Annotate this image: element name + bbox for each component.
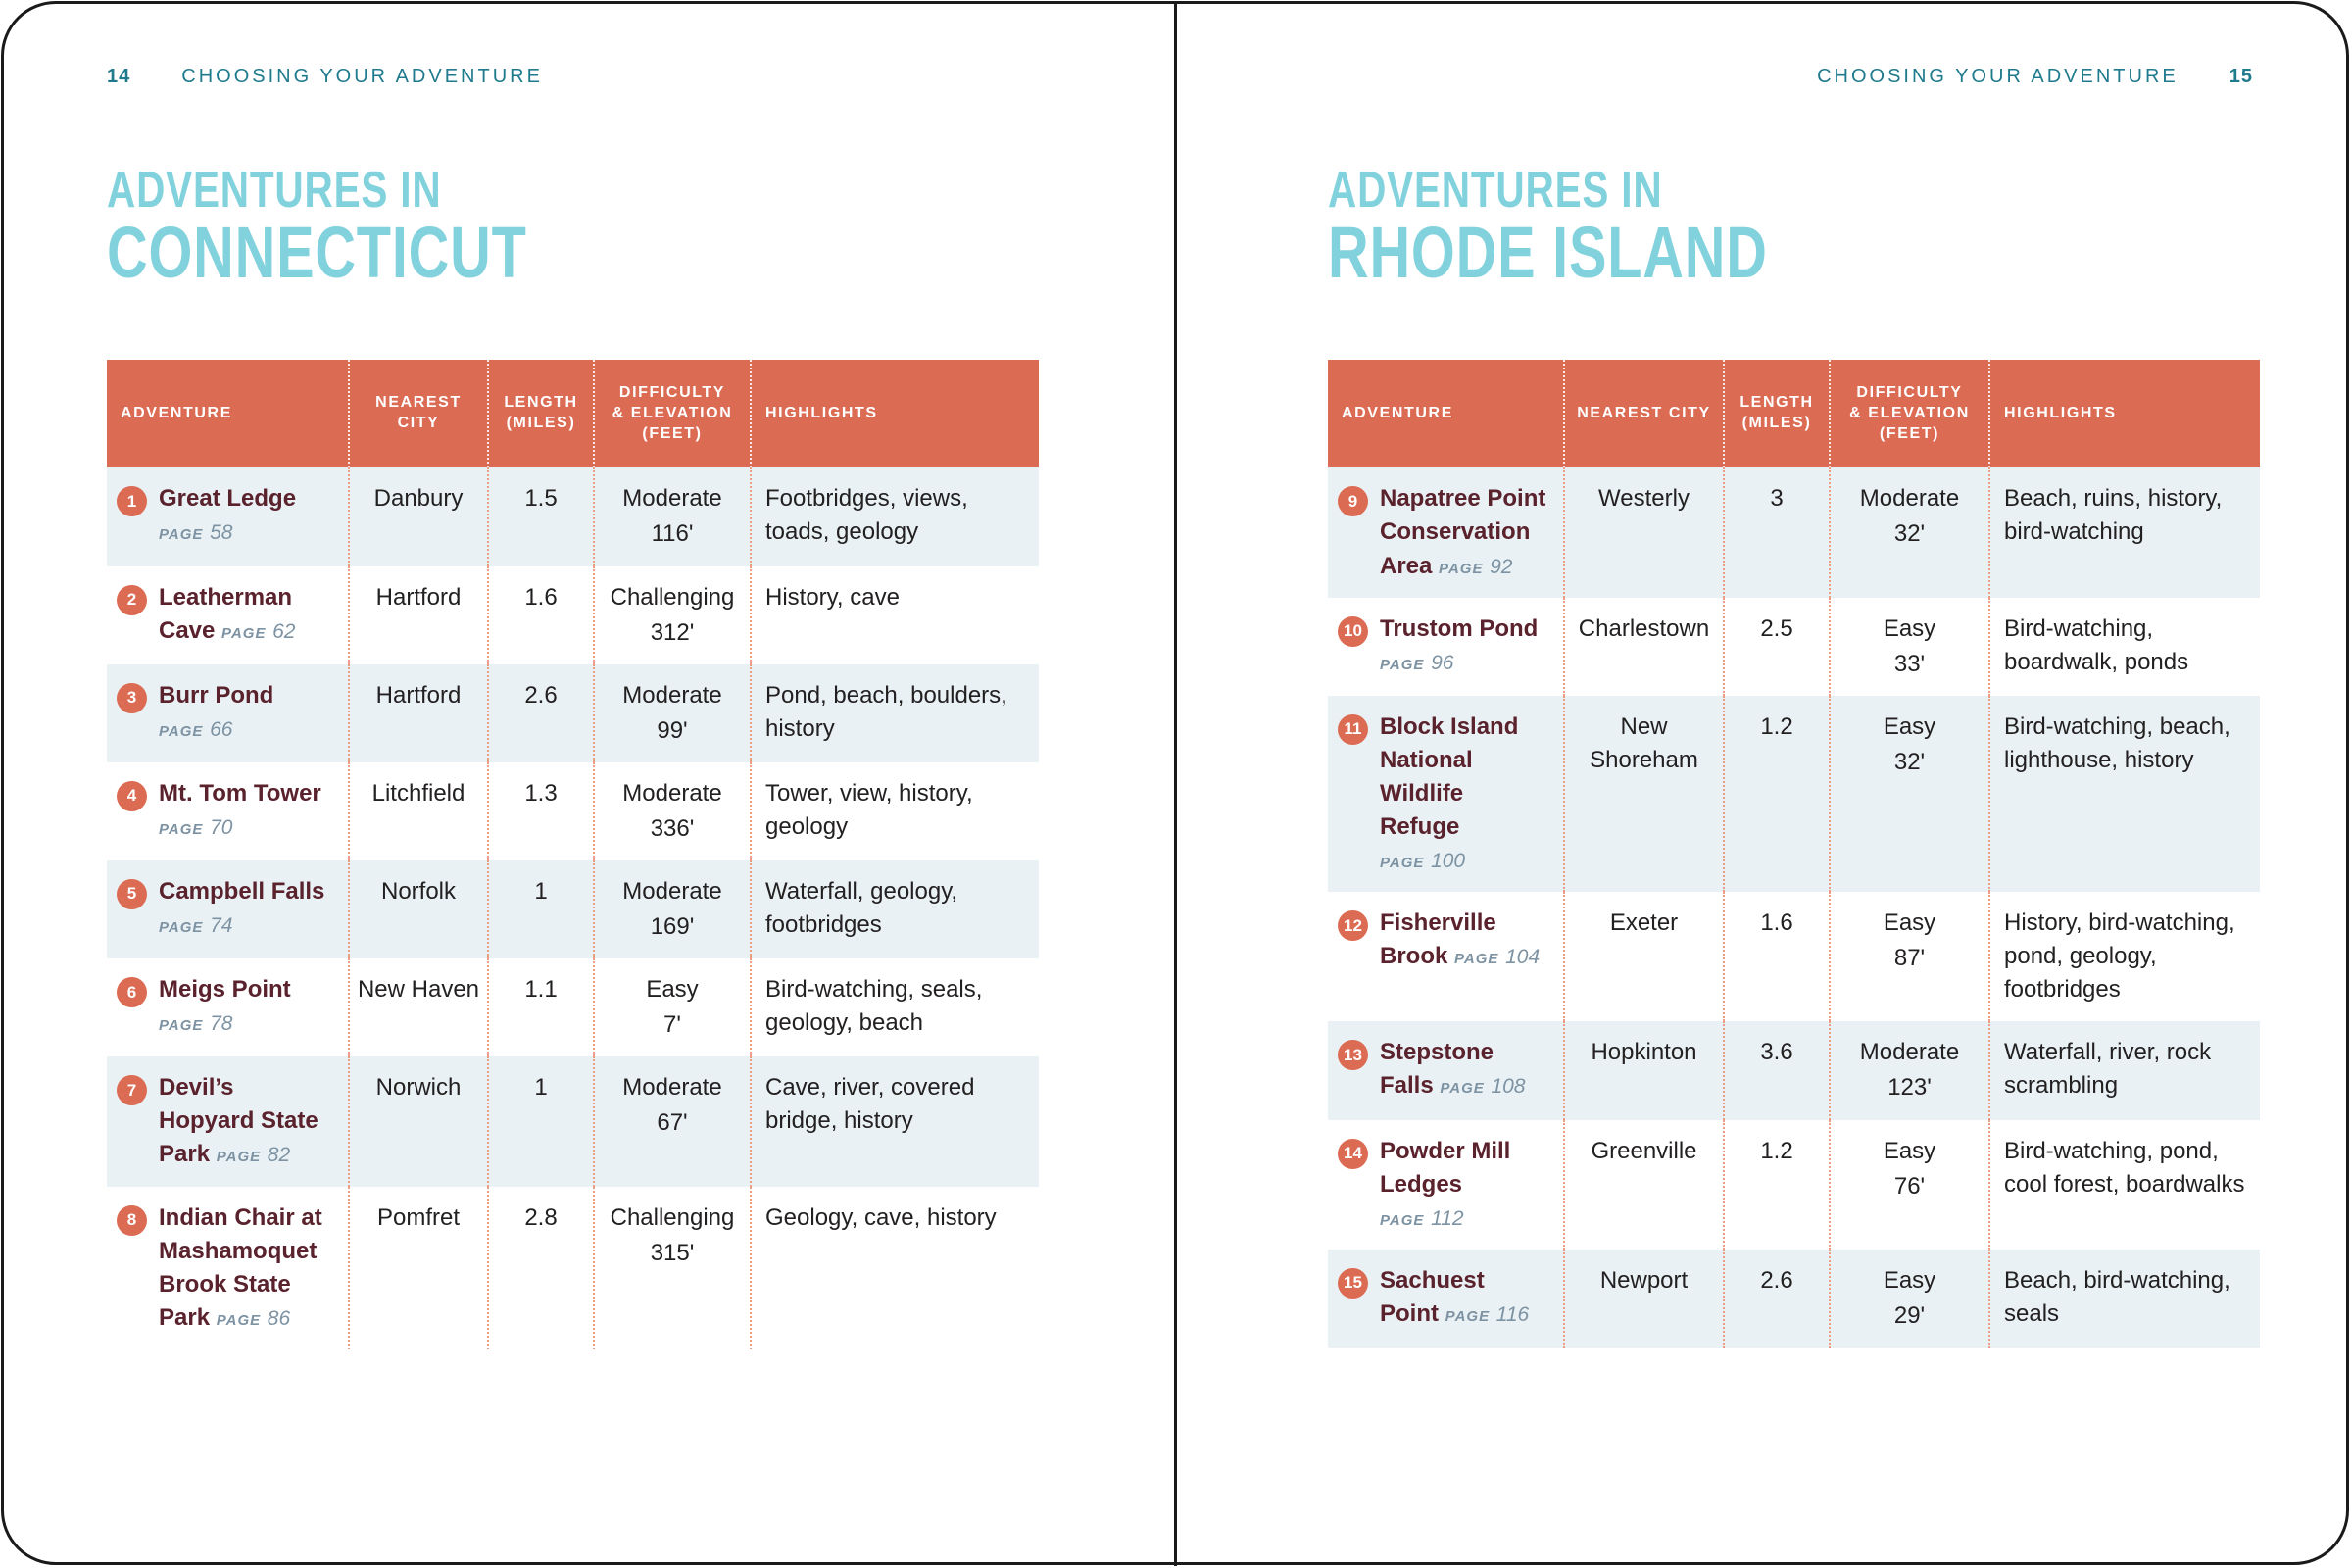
row-number-badge: 12: [1338, 910, 1368, 941]
table-row: [1328, 1250, 2260, 1348]
highlights-cell: Waterfall, river, rock scrambling: [1989, 1021, 2260, 1119]
difficulty-cell: [594, 664, 751, 762]
elevation-feet: 116': [651, 520, 694, 548]
page-gutter-divider: [1174, 2, 1177, 1566]
adventure-name: Campbell Falls: [159, 878, 325, 906]
adventure-name: Powder Mill Ledges: [1380, 1137, 1511, 1198]
page-ref: [159, 518, 232, 545]
adventure-cell: [107, 1056, 349, 1186]
difficulty-cell: [1830, 892, 1989, 1021]
table-row: [1328, 1120, 2260, 1250]
table-row: [107, 1187, 1039, 1349]
adventure-name: Fisherville Brook: [1380, 909, 1496, 970]
length-miles-cell: 1: [488, 1056, 594, 1186]
highlights-cell: Waterfall, geology, footbridges: [751, 860, 1039, 958]
adventure-name: Meigs Point: [159, 976, 291, 1004]
table-row: [1328, 467, 2260, 597]
adventure-name: Devil’s Hopyard State Park: [159, 1074, 318, 1168]
page-ref-label: PAGE: [1439, 560, 1484, 577]
row-number-badge: 7: [117, 1075, 147, 1105]
elevation-feet: 336': [650, 814, 695, 842]
nearest-city-cell: Norfolk: [349, 860, 488, 958]
difficulty-cell: [1830, 467, 1989, 597]
difficulty-level: Moderate: [622, 1074, 722, 1102]
nearest-city-cell: Exeter: [1564, 892, 1724, 1021]
page-ref-label: PAGE: [159, 722, 204, 740]
page-ref-label: PAGE: [1380, 1211, 1425, 1229]
page-ref: [159, 911, 232, 938]
elevation-feet: 32': [1893, 748, 1926, 775]
column-header-highlights: HIGHLIGHTS: [1989, 360, 2260, 467]
difficulty-level: Easy: [646, 976, 699, 1004]
page-ref: [217, 1141, 290, 1167]
difficulty-cell: [594, 566, 751, 664]
page-ref-label: PAGE: [159, 1017, 204, 1035]
nearest-city-cell: Hartford: [349, 664, 488, 762]
length-miles-cell: 1.1: [488, 958, 594, 1056]
difficulty-level: Easy: [1883, 1137, 1936, 1164]
difficulty-cell: [594, 1187, 751, 1349]
difficulty-cell: [1830, 1250, 1989, 1348]
page-ref-label: PAGE: [1445, 1307, 1491, 1325]
nearest-city-cell: Norwich: [349, 1056, 488, 1186]
elevation-feet: 312': [650, 618, 695, 646]
page-ref: [159, 813, 232, 840]
page-ref-number: 70: [210, 815, 233, 839]
row-number-badge: 14: [1338, 1139, 1368, 1169]
elevation-feet: 99': [657, 716, 688, 744]
highlights-cell: Bird-watching, seals, geology, beach: [751, 958, 1039, 1056]
difficulty-level: Moderate: [622, 485, 722, 513]
page-ref-label: PAGE: [221, 624, 267, 642]
adventure-cell: [1328, 696, 1564, 892]
highlights-cell: Footbridges, views, toads, geology: [751, 467, 1039, 565]
elevation-feet: 87': [1893, 945, 1926, 972]
nearest-city-cell: Newport: [1564, 1250, 1724, 1348]
page-ref-number: 100: [1431, 850, 1466, 873]
row-number-badge: 2: [117, 585, 147, 615]
page-ref-label: PAGE: [159, 919, 204, 937]
page-ref-label: PAGE: [1380, 656, 1425, 673]
page-ref-label: PAGE: [159, 820, 204, 838]
page-ref-number: 108: [1491, 1075, 1526, 1099]
adventure-cell: [107, 860, 349, 958]
adventures-table-connecticut: [107, 360, 1039, 1349]
page-ref-number: 86: [267, 1306, 291, 1330]
nearest-city-cell: Litchfield: [349, 762, 488, 860]
adventure-name: Indian Chair at Mashamoquet Brook State Park: [159, 1203, 322, 1331]
difficulty-cell: [594, 958, 751, 1056]
title-line-2: CONNECTICUT: [107, 212, 527, 294]
table-row: [1328, 598, 2260, 696]
adventure-cell: [1328, 1250, 1564, 1348]
title-line-1: ADVENTURES IN: [1328, 162, 1663, 219]
column-header-difficulty-elevation: DIFFICULTY & ELEVATION (FEET): [1830, 360, 1989, 467]
table-row: [107, 467, 1039, 565]
page-ref-label: PAGE: [216, 1311, 262, 1329]
table-row: [107, 958, 1039, 1056]
page-ref: [217, 1304, 290, 1331]
nearest-city-cell: Westerly: [1564, 467, 1724, 597]
difficulty-cell: [1830, 1120, 1989, 1250]
highlights-cell: Beach, ruins, history, bird-watching: [1989, 467, 2260, 597]
page-ref: [1380, 649, 1453, 675]
difficulty-level: Easy: [1883, 909, 1936, 937]
difficulty-level: Easy: [1883, 712, 1936, 740]
adventure-cell: [1328, 598, 1564, 696]
difficulty-level: Moderate: [622, 878, 722, 906]
table-row: [107, 860, 1039, 958]
page-ref: [221, 617, 295, 644]
highlights-cell: Bird-watching, boardwalk, ponds: [1989, 598, 2260, 696]
length-miles-cell: 1.3: [488, 762, 594, 860]
page-ref-label: PAGE: [159, 526, 204, 544]
elevation-feet: 76': [1893, 1172, 1926, 1200]
adventure-cell: [107, 958, 349, 1056]
adventure-cell: [1328, 1120, 1564, 1250]
highlights-cell: History, bird-watching, pond, geology, footbridges: [1989, 892, 2260, 1021]
length-miles-cell: 2.6: [1724, 1250, 1830, 1348]
page-title: [1328, 162, 1891, 294]
difficulty-level: Moderate: [622, 681, 722, 709]
column-header-nearest-city: NEAREST CITY: [349, 360, 488, 467]
table-header-row: [1328, 360, 2260, 467]
highlights-cell: Geology, cave, history: [751, 1187, 1039, 1349]
page-ref-number: 92: [1490, 555, 1513, 578]
running-head: [107, 67, 543, 86]
length-miles-cell: 2.6: [488, 664, 594, 762]
length-miles-cell: 2.8: [488, 1187, 594, 1349]
adventure-cell: [107, 664, 349, 762]
difficulty-level: Challenging: [610, 583, 735, 611]
page-ref-number: 104: [1505, 946, 1541, 969]
page-number: 14: [107, 66, 131, 87]
page-ref: [1439, 553, 1512, 579]
adventure-name: Leatherman Cave: [159, 583, 293, 644]
highlights-cell: Bird-watching, beach, lighthouse, history: [1989, 696, 2260, 892]
elevation-feet: 123': [1887, 1074, 1932, 1102]
difficulty-cell: [594, 762, 751, 860]
highlights-cell: Bird-watching, pond, cool forest, boardwalks: [1989, 1120, 2260, 1250]
nearest-city-cell: New Haven: [349, 958, 488, 1056]
row-number-badge: 13: [1338, 1040, 1368, 1070]
difficulty-cell: [1830, 1021, 1989, 1119]
title-line-2: RHODE ISLAND: [1328, 212, 1768, 294]
column-header-adventure: ADVENTURE: [1328, 360, 1564, 467]
length-miles-cell: 3: [1724, 467, 1830, 597]
column-header-length-miles: LENGTH (MILES): [488, 360, 594, 467]
column-header-adventure: ADVENTURE: [107, 360, 349, 467]
elevation-feet: 29': [1893, 1301, 1926, 1329]
adventure-name: Trustom Pond: [1380, 614, 1539, 642]
elevation-feet: 33': [1893, 650, 1926, 677]
highlights-cell: Beach, bird-watching, seals: [1989, 1250, 2260, 1348]
nearest-city-cell: Hopkinton: [1564, 1021, 1724, 1119]
nearest-city-cell: Charlestown: [1564, 598, 1724, 696]
highlights-cell: History, cave: [751, 566, 1039, 664]
length-miles-cell: 1.2: [1724, 1120, 1830, 1250]
elevation-feet: 67': [657, 1109, 688, 1137]
running-head-text: CHOOSING YOUR ADVENTURE: [181, 66, 543, 87]
adventure-name: Block Island National Wildlife Refuge: [1380, 712, 1519, 841]
page-ref-number: 112: [1431, 1206, 1464, 1230]
page-ref-label: PAGE: [1440, 1080, 1485, 1098]
table-row: [1328, 892, 2260, 1021]
table-row: [1328, 1021, 2260, 1119]
running-head: [1817, 67, 2253, 86]
difficulty-level: Easy: [1883, 1266, 1936, 1294]
highlights-cell: Tower, view, history, geology: [751, 762, 1039, 860]
page-ref-number: 78: [210, 1012, 233, 1036]
page-ref-number: 58: [210, 521, 233, 545]
row-number-badge: 1: [117, 486, 147, 516]
running-head-text: CHOOSING YOUR ADVENTURE: [1817, 66, 2179, 87]
highlights-cell: Pond, beach, boulders, history: [751, 664, 1039, 762]
page-ref-number: 66: [210, 717, 233, 741]
table-row: [1328, 696, 2260, 892]
row-number-badge: 11: [1338, 714, 1368, 745]
adventure-cell: [107, 762, 349, 860]
page-ref-label: PAGE: [1380, 855, 1425, 872]
page-ref: [159, 1009, 232, 1036]
difficulty-cell: [1830, 696, 1989, 892]
column-header-nearest-city: NEAREST CITY: [1564, 360, 1724, 467]
nearest-city-cell: Pomfret: [349, 1187, 488, 1349]
page-ref: [1440, 1072, 1525, 1099]
row-number-badge: 10: [1338, 616, 1368, 647]
nearest-city-cell: Greenville: [1564, 1120, 1724, 1250]
page-ref: [1380, 1204, 1464, 1231]
adventure-cell: [107, 1187, 349, 1349]
page-ref-number: 82: [267, 1144, 291, 1167]
nearest-city-cell: New Shoreham: [1564, 696, 1724, 892]
adventure-cell: [1328, 1021, 1564, 1119]
adventure-name: Great Ledge: [159, 485, 297, 513]
nearest-city-cell: Hartford: [349, 566, 488, 664]
page-ref-number: 74: [210, 914, 233, 938]
adventure-name: Stepstone Falls: [1380, 1039, 1494, 1100]
length-miles-cell: 1.2: [1724, 696, 1830, 892]
adventures-table-rhode-island: [1328, 360, 2260, 1348]
length-miles-cell: 1.6: [488, 566, 594, 664]
difficulty-cell: [594, 860, 751, 958]
adventure-cell: [107, 566, 349, 664]
row-number-badge: 5: [117, 879, 147, 909]
table-row: [107, 762, 1039, 860]
column-header-highlights: HIGHLIGHTS: [751, 360, 1039, 467]
length-miles-cell: 1.5: [488, 467, 594, 565]
difficulty-cell: [594, 467, 751, 565]
nearest-city-cell: Danbury: [349, 467, 488, 565]
page-ref-number: 116: [1495, 1302, 1530, 1326]
table-row: [107, 664, 1039, 762]
adventure-name: Burr Pond: [159, 681, 274, 709]
row-number-badge: 4: [117, 781, 147, 811]
elevation-feet: 315': [650, 1239, 695, 1266]
adventure-cell: [1328, 892, 1564, 1021]
page-ref-label: PAGE: [1454, 951, 1499, 968]
elevation-feet: 169': [650, 913, 695, 941]
length-miles-cell: 2.5: [1724, 598, 1830, 696]
title-line-1: ADVENTURES IN: [107, 162, 442, 219]
page-ref: [1454, 943, 1540, 969]
row-number-badge: 6: [117, 977, 147, 1007]
page-ref-number: 62: [272, 619, 296, 643]
length-miles-cell: 3.6: [1724, 1021, 1830, 1119]
difficulty-level: Challenging: [610, 1203, 735, 1231]
table-row: [107, 1056, 1039, 1186]
row-number-badge: 15: [1338, 1268, 1368, 1298]
adventure-cell: [107, 467, 349, 565]
elevation-feet: 32': [1893, 520, 1926, 548]
difficulty-level: Easy: [1883, 614, 1936, 642]
elevation-feet: 7': [663, 1011, 681, 1039]
length-miles-cell: 1.6: [1724, 892, 1830, 1021]
difficulty-cell: [594, 1056, 751, 1186]
table-row: [107, 566, 1039, 664]
row-number-badge: 3: [117, 683, 147, 713]
page-ref-number: 96: [1431, 651, 1454, 674]
row-number-badge: 9: [1338, 486, 1368, 516]
adventure-cell: [1328, 467, 1564, 597]
adventure-name: Napatree Point Conservation Area: [1380, 485, 1546, 579]
difficulty-level: Moderate: [1859, 1039, 1960, 1066]
difficulty-level: Moderate: [622, 779, 722, 807]
page-ref: [1446, 1300, 1530, 1327]
highlights-cell: Cave, river, covered bridge, history: [751, 1056, 1039, 1186]
difficulty-cell: [1830, 598, 1989, 696]
table-header-row: [107, 360, 1039, 467]
difficulty-level: Moderate: [1859, 485, 1960, 513]
page-number: 15: [2229, 66, 2253, 87]
page-right: [1180, 4, 2352, 1562]
row-number-badge: 8: [117, 1205, 147, 1236]
page-ref: [1380, 847, 1465, 873]
column-header-length-miles: LENGTH (MILES): [1724, 360, 1830, 467]
column-header-difficulty-elevation: DIFFICULTY & ELEVATION (FEET): [594, 360, 751, 467]
adventure-name: Mt. Tom Tower: [159, 779, 321, 807]
page-title: [107, 162, 646, 294]
adventure-name: Sachuest Point: [1380, 1266, 1485, 1327]
page-left: [4, 4, 1180, 1562]
page-ref-label: PAGE: [216, 1149, 262, 1166]
length-miles-cell: 1: [488, 860, 594, 958]
page-ref: [159, 715, 232, 742]
